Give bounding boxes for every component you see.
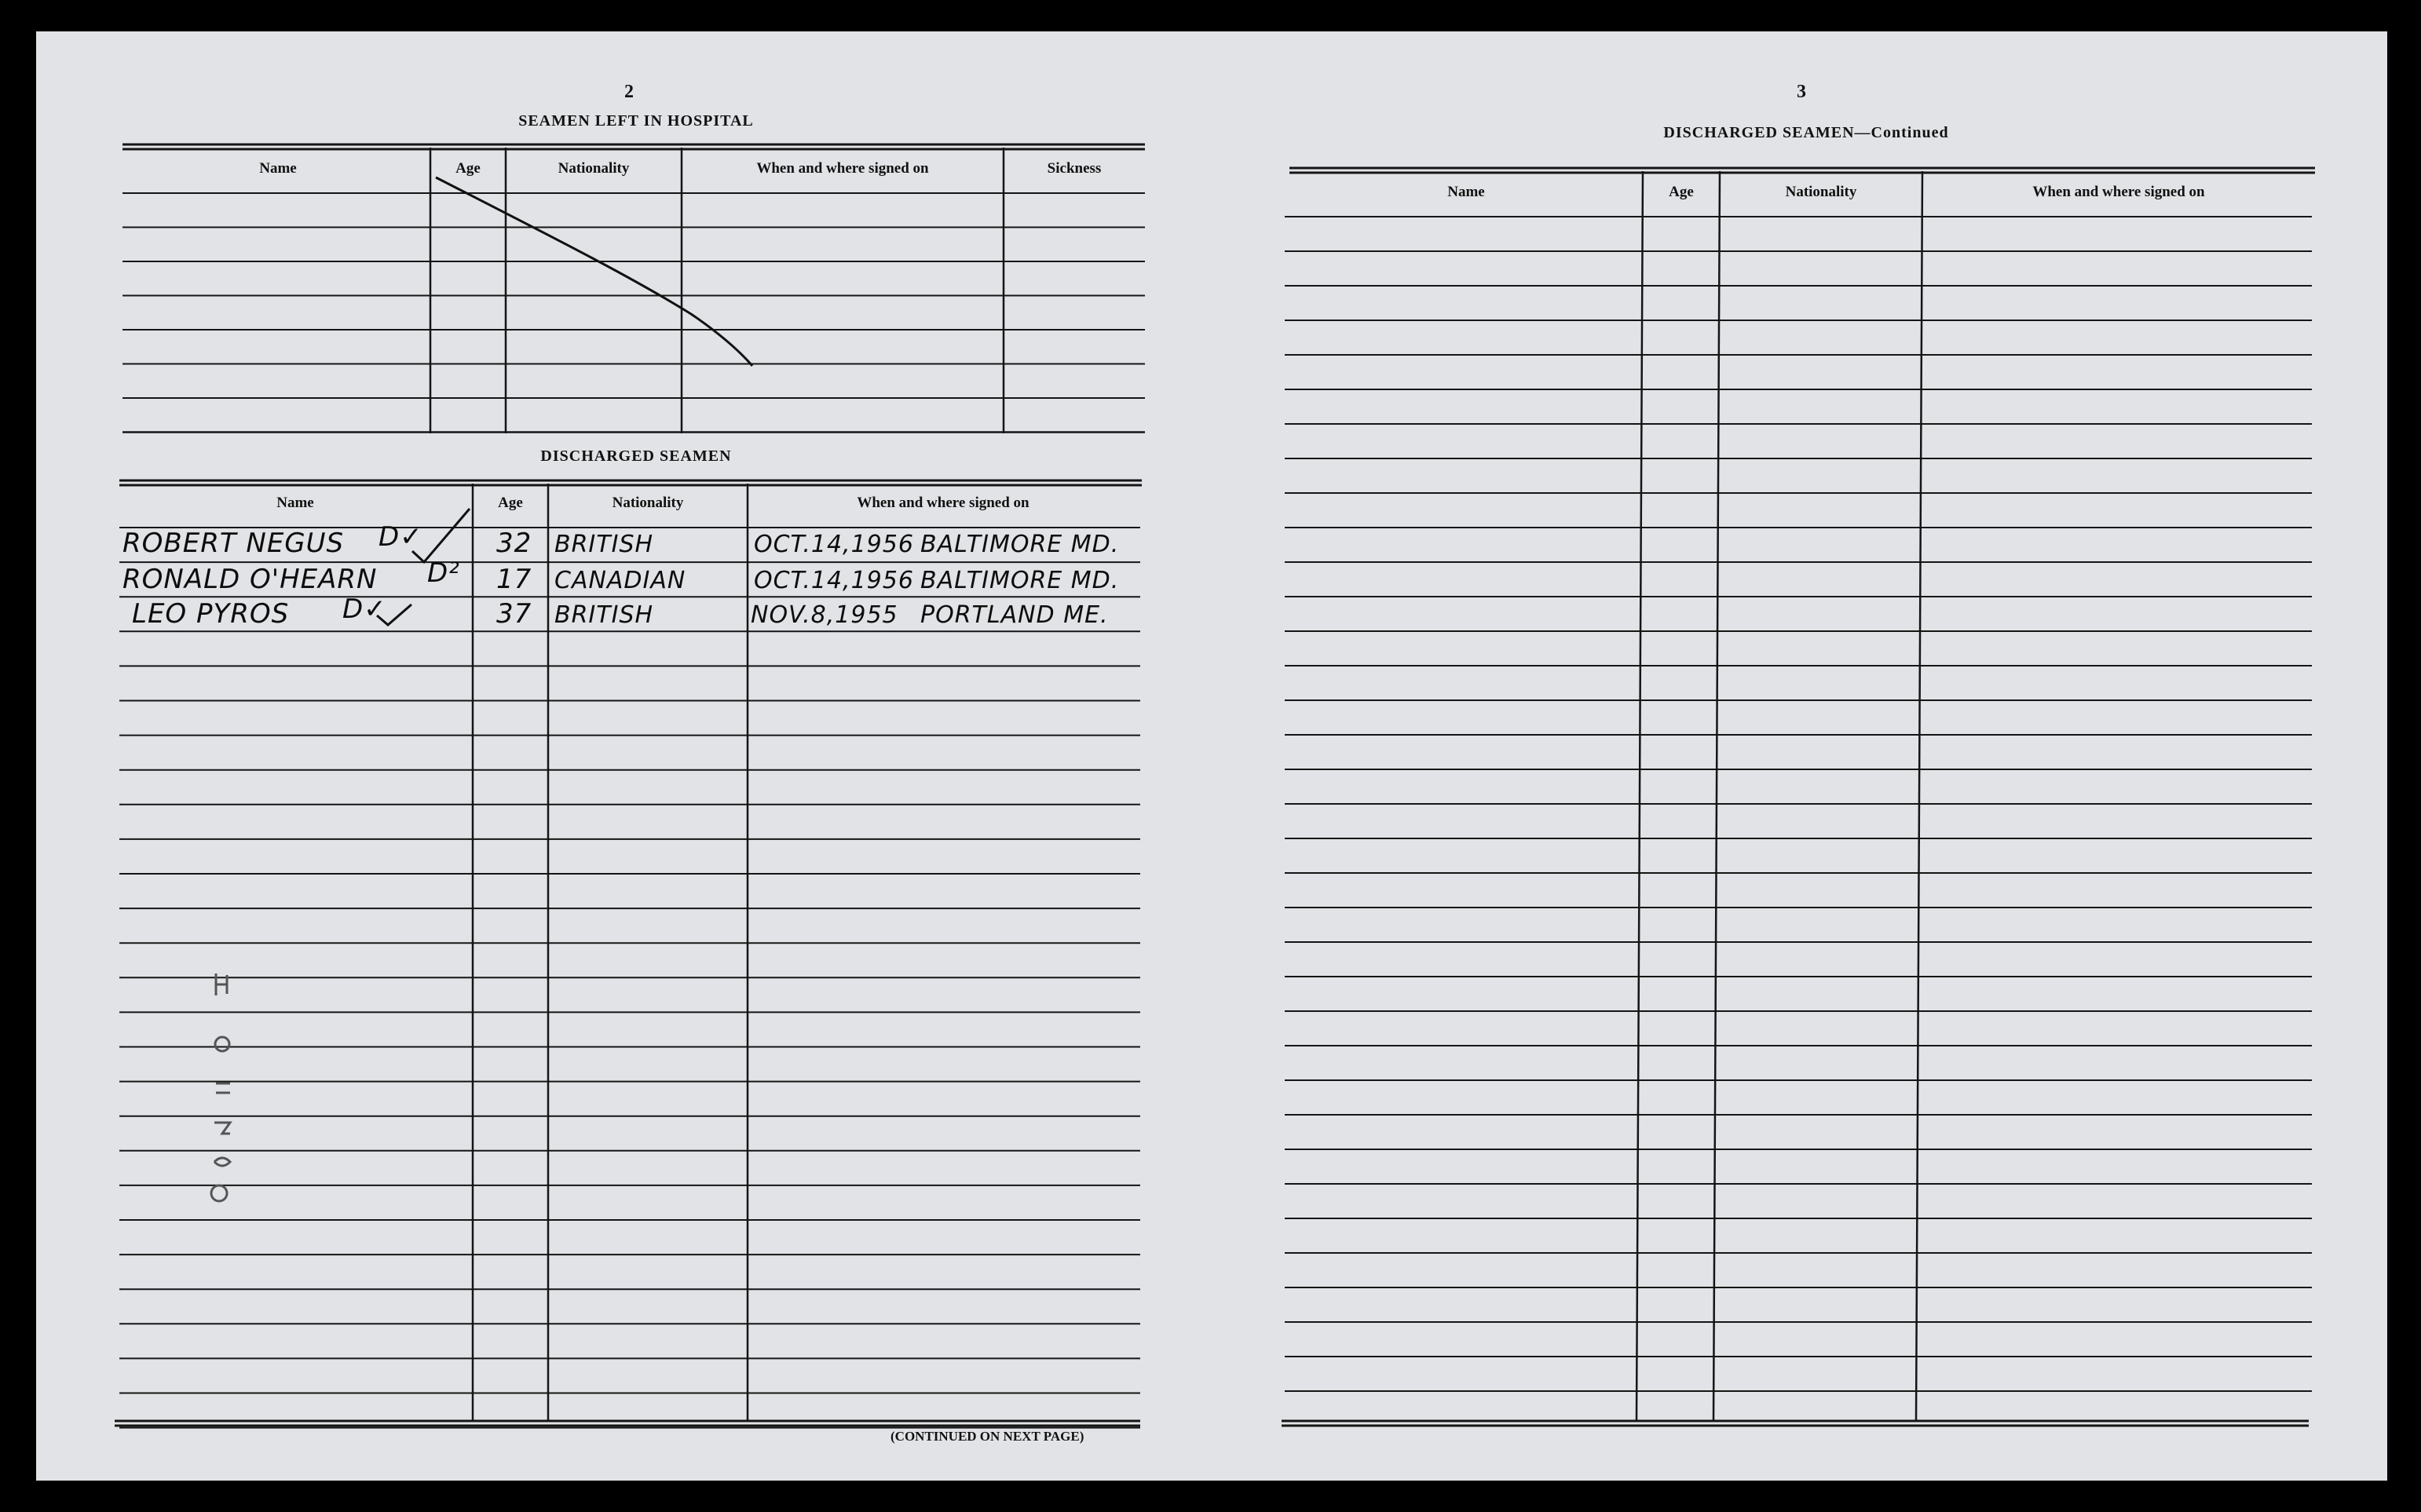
continued-col-age: Age [1669, 184, 1694, 200]
rule-column [1713, 171, 1720, 1421]
seaman-age: 17 [496, 564, 532, 595]
continued-note: (CONTINUED ON NEXT PAGE) [891, 1429, 1084, 1444]
continued-section-title: DISCHARGED SEAMEN—Continued [1663, 124, 1949, 141]
seaman-nationality: BRITISH [554, 531, 654, 558]
discharged-col-age: Age [498, 495, 523, 511]
discharge-mark: D✓ [379, 521, 423, 553]
discharged-section-title: DISCHARGED SEAMEN [540, 447, 732, 465]
strike-through-line [436, 177, 752, 366]
rule-column [1637, 171, 1643, 1421]
page-number-left: 2 [624, 82, 634, 102]
hospital-col-age: Age [455, 160, 481, 177]
archive-stamp [200, 973, 247, 1209]
discharge-mark: D² [427, 557, 460, 589]
seaman-name: ROBERT NEGUS [123, 528, 345, 559]
signed-on-place: BALTIMORE MD. [920, 567, 1120, 594]
discharge-mark: D✓ [342, 593, 387, 625]
hospital-section-title: SEAMEN LEFT IN HOSPITAL [518, 112, 754, 130]
hospital-col-nationality: Nationality [558, 160, 630, 177]
page-number-right: 3 [1797, 82, 1806, 102]
discharged-col-signed-on: When and where signed on [857, 495, 1029, 511]
continued-col-signed-on: When and where signed on [2032, 184, 2205, 200]
seaman-age: 32 [496, 528, 532, 559]
signed-on-place: PORTLAND ME. [920, 601, 1109, 629]
signed-on-date: OCT.14,1956 [754, 531, 914, 558]
seaman-nationality: BRITISH [554, 601, 654, 629]
hospital-col-signed-on: When and where signed on [756, 160, 929, 177]
seaman-name: LEO PYROS [132, 598, 290, 630]
rule-column [1916, 171, 1922, 1421]
continued-col-name: Name [1447, 184, 1485, 200]
discharged-col-name: Name [276, 495, 314, 511]
seaman-name: RONALD O'HEARN [123, 564, 378, 595]
discharged-col-nationality: Nationality [612, 495, 684, 511]
signed-on-date: OCT.14,1956 [754, 567, 914, 594]
continued-col-nationality: Nationality [1785, 184, 1857, 200]
hospital-col-sickness: Sickness [1047, 160, 1102, 177]
hospital-col-name: Name [259, 160, 297, 177]
seaman-age: 37 [496, 598, 532, 630]
signed-on-place: BALTIMORE MD. [920, 531, 1120, 558]
seaman-nationality: CANADIAN [554, 567, 686, 594]
signed-on-date: NOV.8,1955 [751, 601, 898, 629]
